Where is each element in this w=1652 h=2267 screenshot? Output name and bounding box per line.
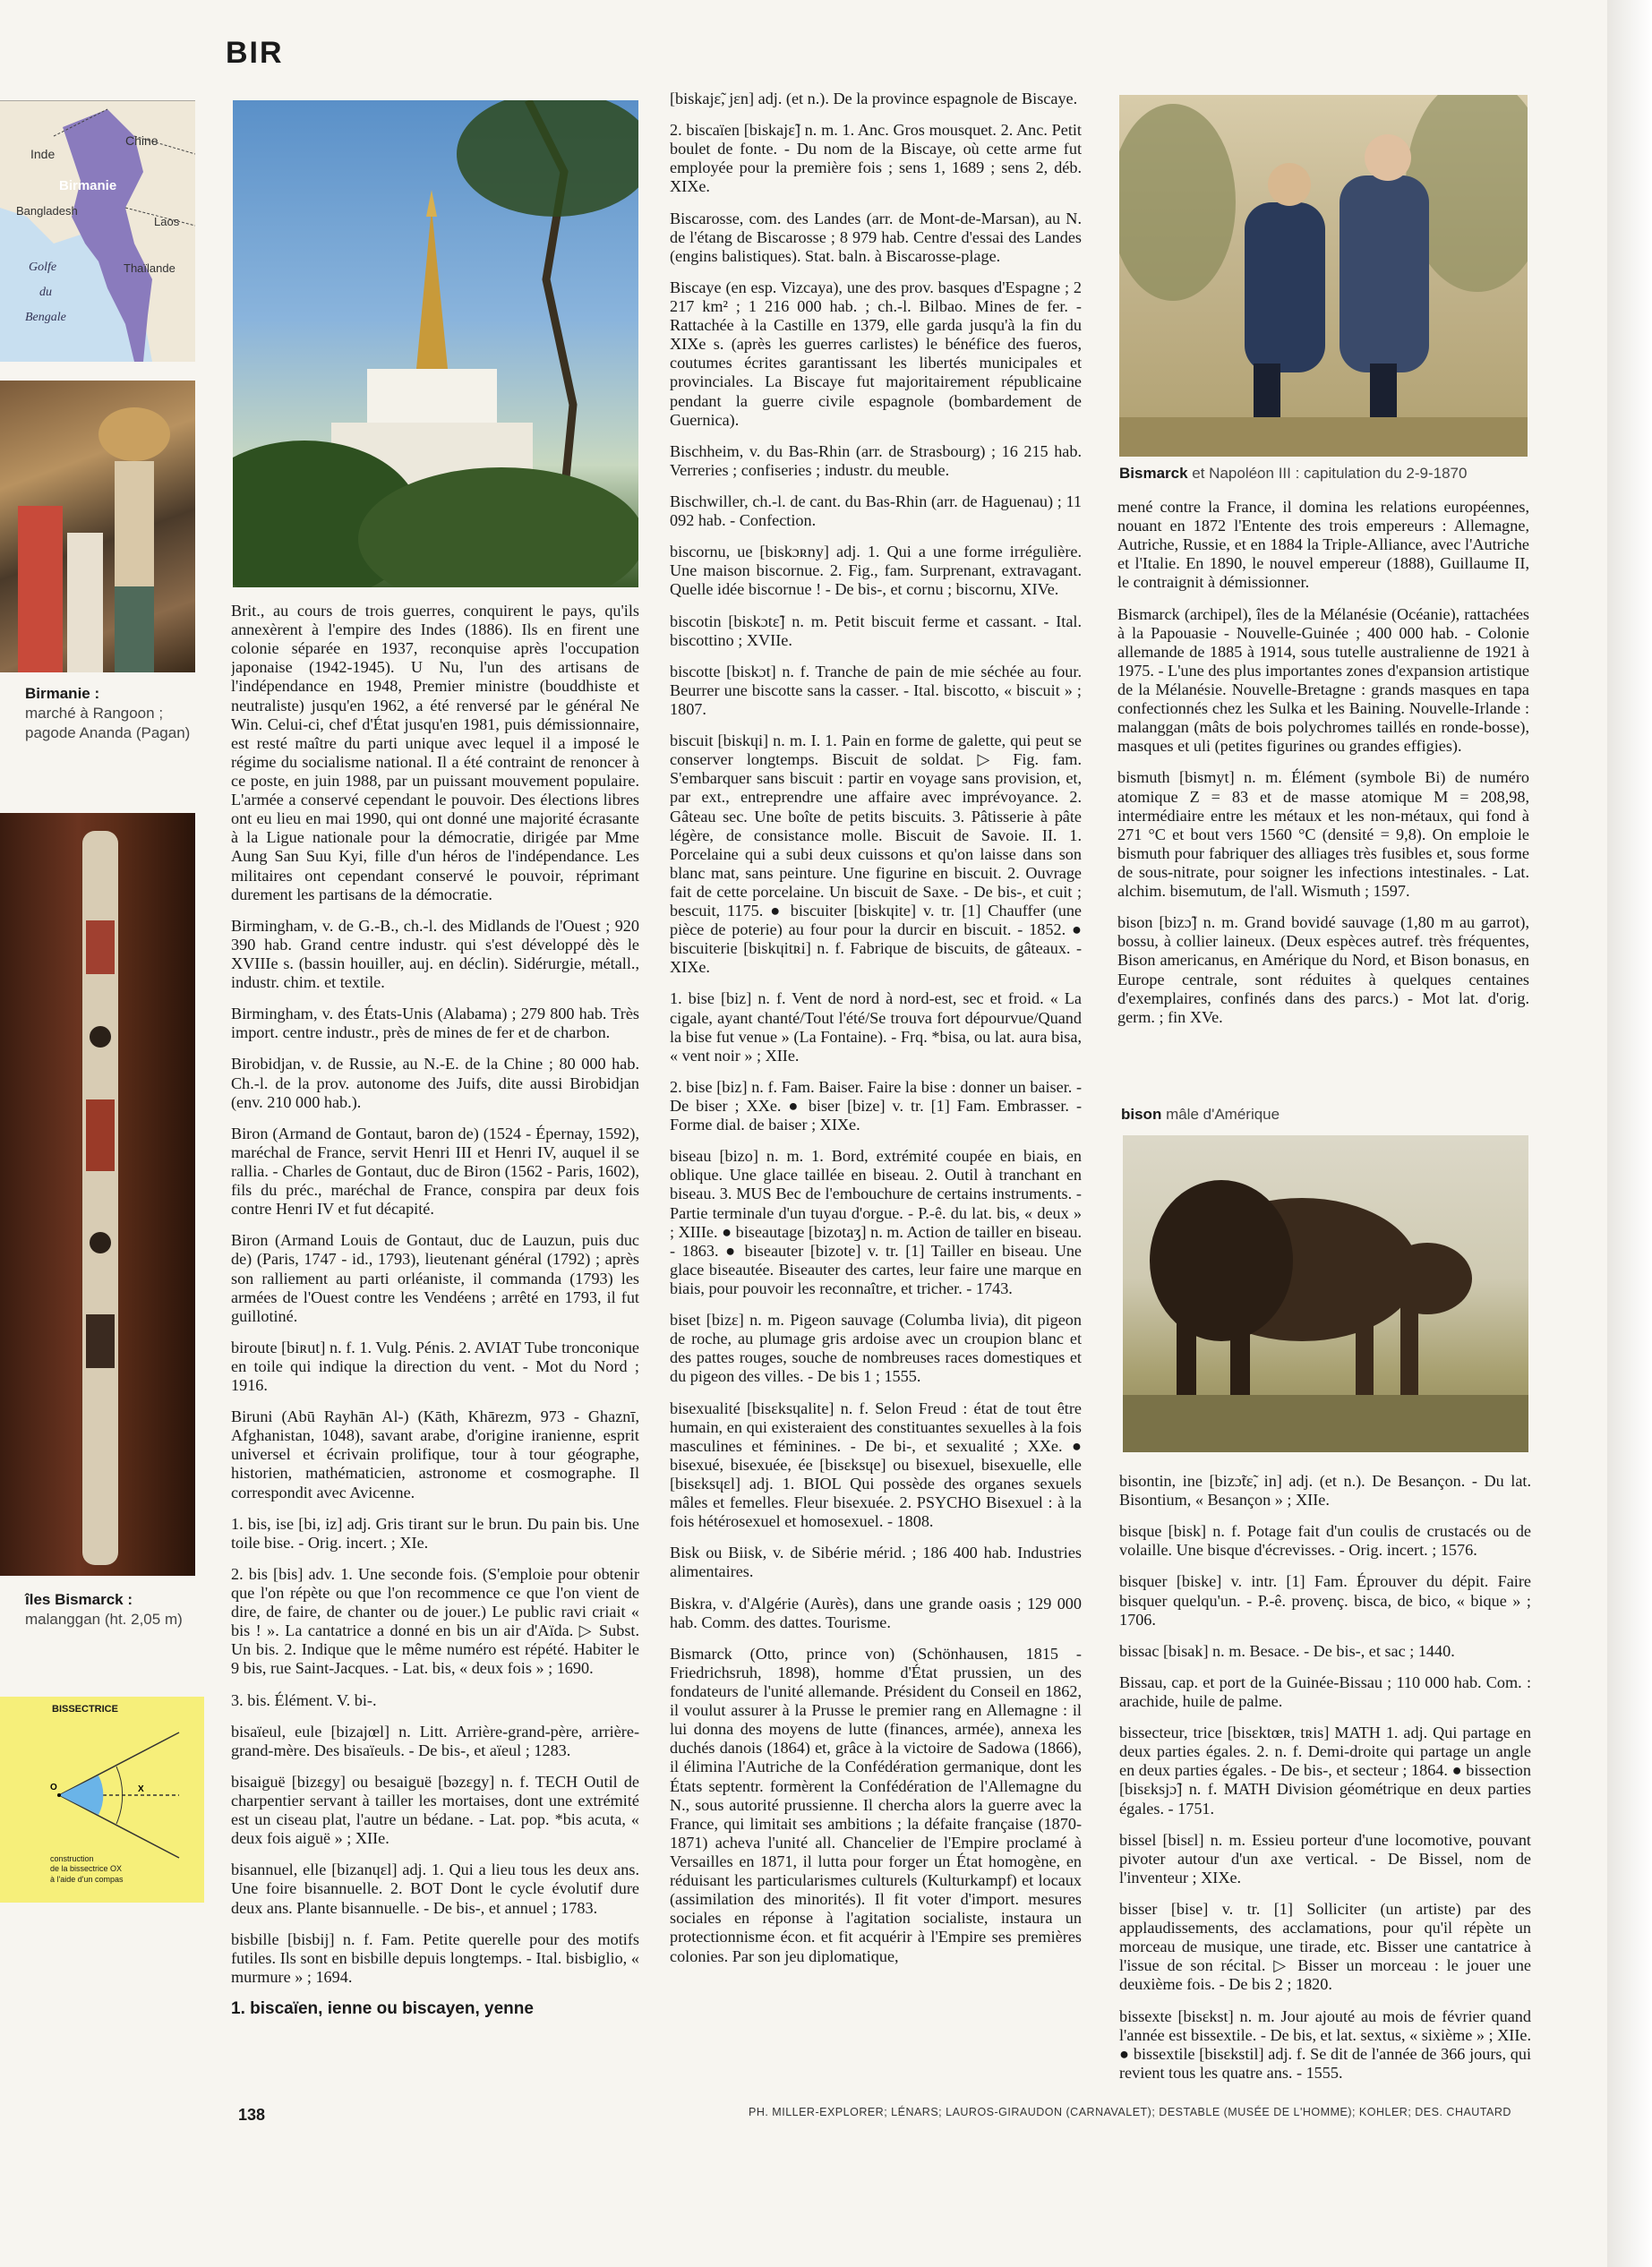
entry-col2-2: Biscarosse, com. des Landes (arr. de Mont-de-Marsan), au N. de l'étang de Biscarosse ; 8 979 hab. Centre d'essai des Landes (engins balistiques). Stat. baln. à Biscarosse-plage. (670, 209, 1082, 265)
diagram-caption (50, 1854, 124, 1885)
entry-col2-3: Biscaye (en esp. Vizcaya), une des prov. basques d'Espagne ; 2 217 km² ; 1 216 000 hab. ; ch.-l. Bilbao. Mines de fer. - Rattachée à la Castille en 1379, elle garda jusqu'à la fin du XIXe s. (après les guerres carlistes) le bénéfice des fueros, coutumes écrites garantissant les libertés municipales et provinciales. La Biscaye fut majoritairement républicaine pendant la guerre civile espagnole (bombardement de Guernica). (670, 278, 1082, 429)
caption-bismarck-isles-text: malanggan (ht. 2,05 m) (25, 1611, 183, 1629)
entry-col2-10: 1. bise [biz] n. f. Vent de nord à nord-est, sec et froid. « La cigale, ayant chanté/Tout l'été/Se trouva fort dépourvue/Quand la bise fut venue » (La Fontaine). - Frq. *bisa, ou lat. aura bisa, « vent noir » ; XIIe. (670, 989, 1082, 1065)
map-label-laos: Laos (154, 215, 180, 228)
diagram-caption-line1: construction (50, 1854, 94, 1863)
entry-col3b-3: bissac [bisak] n. m. Besace. - De bis-, et sac ; 1440. (1119, 1641, 1455, 1660)
caption-bismarck-isles (25, 1590, 204, 1630)
entry-col2-9: biscuit [biskɥi] n. m. I. 1. Pain en forme de galette, qui peut se conserver longtemps. Biscuit de soldat. ▷ Fig. fam. S'embarquer sans biscuit : partir en voyage sans provision, et, par ext., entreprendre une affaire avec imprévoyance. 2. Gâteau sec. Une boîte de petits biscuits. 3. Pâtisserie à pâte légère, de consistance molle. Biscuit de Savoie. II. 1. Porcelaine qui a subi deux cuissons et qu'on laisse dans son blanc mat, sans peinture. Une figurine en biscuit. 2. Ouvrage fait de cette porcelaine. Un biscuit de Saxe. - De bis-, et cuit ; bescuit, 1175. ● biscuiter [biskɥite] v. tr. [1] Chauffer (une pièce de poterie) au four pour la durcir en biscuit. - 1852. ● biscuiterie [biskɥitʀi] n. f. Fabrique de biscuits, de gâteaux. - XIXe. (670, 731, 1082, 977)
map-label-inde: Inde (30, 147, 56, 161)
market-figures (0, 381, 195, 672)
entry-col1-8: 1. bis, ise [bi, iz] adj. Gris tirant sur le brun. Du pain bis. Une toile bise. - Orig. incert. ; XIe. (231, 1514, 639, 1552)
entry-col2-14: bisexualité [bisɛksɥalite] n. f. Selon Freud : état de tout être humain, en qui existeraient des constituantes sexuelles à la fois masculines et féminines. - De bi-, et sexualité ; XXe. ● bisexué, bisexuée, ée [bisɛksɥe] ou bisexuel, bisexuelle, elle [bisɛksɥɛl] adj. 1. BIOL Qui possède des organes sexuels mâles et femelles. Fleur bisexuée. 2. PSYCHO Bisexuel : à la fois hétérosexuel et homosexuel. - 1808. (670, 1399, 1082, 1531)
entry-col1-0: Brit., au cours de trois guerres, conquirent le pays, qu'ils annexèrent à l'empire des Indes (1886). Ils en firent une colonie séparée en 1937, reconquise après l'occupation japonaise (1942-1945). U Nu, l'un des artisans de l'indépendance en 1948, Premier ministre (bouddhiste et neutraliste) jusqu'en 1962, a été renversé par le général Ne Win. Celui-ci, chef d'État jusqu'en 1981, puis démissionnaire, est resté maître du parti unique avec lequel il a imposé le régime du socialisme national. Il a été contraint de renoncer à ce poste, en juin 1988, par un puissant mouvement populaire. L'armée a conservé cependant le pouvoir. Des élections libres ont eu lieu en mai 1990, qui ont donné une majorité écrasante à la Ligue nationale pour la démocratie, dirigée par Mme Aung San Suu Kyi, fille d'un héros de l'indépendance. Les militaires ont cependant conservé le pouvoir, réprimant durement les partisans de la démocratie. (231, 602, 639, 903)
caption-birmanie-line1: marché à Rangoon ; (25, 705, 164, 723)
burma-map (0, 100, 195, 362)
engraving-graphic (1119, 95, 1528, 457)
entry-col2-7: biscotin [biskɔtɛ̃] n. m. Petit biscuit ferme et cassant. - Ital. biscottino ; XVIIe. (670, 612, 1082, 649)
entry-col1-1: Birmingham, v. de G.-B., ch.-l. des Midlands de l'Ouest ; 920 390 hab. Grand centre industr. qui s'est développé dès le XVIIIe s. (bassin houiller, auj. en déclin). Sidérurgie, métall., industr. chim. et textile. (231, 916, 639, 992)
entry-col1-13: bisannuel, elle [bizanɥɛl] adj. 1. Qui a lieu tous les deux ans. Une foire bisannuelle. 2. BOT Dont le cycle évolutif dure deux ans. Plante bisannuelle. - De bis-, et annuel ; 1783. (231, 1861, 639, 1917)
photo-credits: PH. MILLER-EXPLORER; LÉNARS; LAUROS-GIRAUDON (CARNAVALET); DESTABLE (MUSÉE DE L'HOMME); KOHLER; DES. CHAUTARD (749, 2106, 1511, 2118)
diagram-title: BISSECTRICE (52, 1704, 118, 1715)
entry-col1-10: 3. bis. Élément. V. bi-. (231, 1690, 377, 1709)
entry-col1-12: bisaiguë [bizɛgy] ou besaiguë [bəzɛgy] n. f. TECH Outil de charpentier servant à tailler les mortaises, dont une extrémité est un ciseau plat, l'autre un bédane. - Lat. pop. *bis acuta, « deux fois aiguë » ; XIIe. (231, 1772, 639, 1848)
entry-col1-6: biroute [biʀut] n. f. 1. Vulg. Pénis. 2. AVIAT Tube tronconique en toile qui indique la direction du vent. - Mot du Nord ; 1916. (231, 1338, 639, 1395)
map-label-golfe: Golfe (29, 261, 57, 274)
map-label-du: du (39, 286, 52, 299)
entry-col2-8: biscotte [biskɔt] n. f. Tranche de pain de mie séchée au four. Beurrer une biscotte sans la casser. - Ital. biscotto, « biscuit » ; 1807. (670, 662, 1082, 718)
entry-col2-0: [biskajɛ̃, jɛn] adj. (et n.). De la province espagnole de Biscaye. (670, 90, 1078, 107)
column-3-top (1117, 498, 1529, 1092)
entry-col3-3: bison [bizɔ̃] n. m. Grand bovidé sauvage (1,80 m au garrot), bossu, à collier laineux. (Deux espèces autref. très fréquentes, Bison americanus, en Amérique du Nord, et Bison bonasus, en Europe centrale, sont réduites à quelques centaines d'exemplaires, confinés dans des parcs.) - Mot lat. d'orig. germ. ; fin XVe. (1117, 913, 1529, 1026)
caption-birmanie-line2: pagode Ananda (Pagan) (25, 724, 191, 742)
caption-birmanie-title: Birmanie : (25, 685, 100, 702)
entry-col1-4: Biron (Armand de Gontaut, baron de) (1524 - Épernay, 1592), maréchal de France, servit Henri III et Henri IV, auquel il se rallia. - Charles de Gontaut, duc de Biron (1562 - Paris, 1602), fils du préc., maréchal de France, conspira par deux fois contre Henri IV et fut décapité. (231, 1124, 639, 1219)
entry-col2-4: Bischheim, v. du Bas-Rhin (arr. de Strasbourg) ; 16 215 hab. Verreries ; confiseries ; industr. du meuble. (670, 441, 1082, 479)
map-label-bangladesh: Bangladesh (16, 204, 78, 218)
malanggan-graphic (0, 813, 195, 1576)
entry-col3-0: mené contre la France, il domina les relations européennes, nouant en 1872 l'Entente des trois empereurs : Allemagne, Autriche, Russie, et en 1884 la Triple-Alliance, avec l'Autriche et l'Italie. En 1890, le nouvel empereur (1888), Guillaume II, le contraignit à démissionner. (1117, 498, 1529, 592)
diagram-caption-line3: à l'aide d'un compas (50, 1874, 124, 1884)
entry-col2-11: 2. bise [biz] n. f. Fam. Baiser. Faire la bise : donner un baiser. - De biser ; XXe. ● biser [bize] v. tr. [1] Fam. Embrasser. - Forme dial. de baiser ; XIXe. (670, 1077, 1082, 1134)
bismarck-napoleon-illustration (1119, 95, 1528, 457)
entry-col3b-7: bisser [bise] v. tr. [1] Solliciter (un artiste) par des applaudissements, des acclamations, pour qu'il répète un morceau de musique, une tirade, etc. Bisser une cantatrice à l'issue de son récital. ▷ Bisser un morceau : le jouer une deuxième fois. - De bis 2 ; 1820. (1119, 1899, 1531, 1994)
caption-bison (1121, 1105, 1479, 1125)
map-label-chine: Chine (125, 133, 158, 148)
diagram-label-x: X (138, 1784, 144, 1794)
entry-col3b-1: bisque [bisk] n. f. Potage fait d'un coulis de crustacés ou de volaille. Une bisque d'écrevisses. - Orig. incert. ; 1576. (1119, 1522, 1531, 1560)
entry-col3b-5: bissecteur, trice [bisɛktœʀ, tʀis] MATH 1. adj. Qui partage en deux parties égales. 2. n. f. Demi-droite qui partage un angle en deux parties égales. - De bis-, et secteur ; 1864. ● bissection [bisɛksjɔ̃] n. f. MATH Division géométrique en deux parties égales. - 1751. (1119, 1724, 1531, 1818)
bison-photo (1123, 1135, 1528, 1452)
entry-col1-5: Biron (Armand Louis de Gontaut, duc de Lauzun, puis duc de) (Paris, 1747 - id., 1793), lieutenant général (1792) ; après son ralliement au parti orléaniste, il commanda (1793) les armées de l'Ouest contre les Vendéens ; arrêté en 1793, il fut guillotiné. (231, 1231, 639, 1325)
entry-col3b-2: bisquer [biske] v. intr. [1] Fam. Éprouver du dépit. Faire bisquer quelqu'un. - P.-ê. provenç. bisca, de bico, « bique » ; 1706. (1119, 1572, 1531, 1629)
entry-col3b-8: bissexte [bisɛkst] n. m. Jour ajouté au mois de février quand l'année est bissextile. - De bis, et lat. sextus, « sixième » ; XIIe. ● bissextile [bisɛkstil] adj. f. Se dit de l'année de 366 jours, qui revient tous les quatre ans. - 1555. (1119, 2006, 1531, 2082)
entry-col2-15: Bisk ou Biisk, v. de Sibérie mérid. ; 186 400 hab. Industries alimentaires. (670, 1544, 1082, 1581)
page-header: BIR (226, 36, 284, 70)
entry-col2-17: Bismarck (Otto, prince von) (Schönhausen, 1815 - Friedrichsruh, 1898), homme d'État prussien, un des fondateurs de l'unité allemande. Président du Conseil en 1862, il voulut assurer à la Prusse le premier rang en Allemagne : il lui donna des moyens de lutte (finances, armée), annexa les duchés danois (1864) et, grâce à la victoire de Sadowa (1866), il élimina l'Autriche de la Confédération germanique, dont les États septentr. formèrent la Confédération de l'Allemagne du N., sous autorité prussienne. Il chercha alors la guerre avec la France, qui limitait ses ambitions ; la défaite française (1870-1871) acheva l'unité all. Chancelier de l'Empire proclamé à Versailles en 1871, il lutta pour forger un État homogène, en réduisant les particularismes culturels (Kulturkampf) et locaux (assimilation des minorités). Il fit voter d'import. mesures sociales en réponse à l'agitation socialiste, instaura un protectionnisme écon. et fit acquérir à l'Empire ses premières colonies. Par son jeu diplomatique, (670, 1644, 1082, 1965)
entry-col1-11: bisaïeul, eule [bizajœl] n. Litt. Arrière-grand-père, arrière-grand-mère. Des bisaïeuls. - De bis-, et aïeul ; 1283. (231, 1722, 639, 1759)
malanggan-photo (0, 813, 195, 1576)
bissectrice-diagram (0, 1697, 204, 1903)
caption-bison-text: mâle d'Amérique (1161, 1106, 1280, 1123)
caption-bison-title: bison (1121, 1106, 1162, 1123)
entry-col3b-0: bisontin, ine [bizɔ̃tɛ̃, in] adj. (et n.). De Besançon. - Du lat. Bisontium, « Besançon » ; XIIe. (1119, 1472, 1531, 1510)
entry-col3b-4: Bissau, cap. et port de la Guinée-Bissau ; 110 000 hab. Com. : arachide, huile de palme. (1119, 1672, 1531, 1710)
entry-col1-14: bisbille [bisbij] n. f. Fam. Petite querelle pour des motifs futiles. Ils sont en bisbille depuis longtemps. - Ital. bisbiglio, « murmure » ; 1694. (231, 1929, 639, 1986)
diagram-caption-line2: de la bissectrice OX (50, 1864, 123, 1874)
bison-graphic (1123, 1135, 1528, 1452)
page-number: 138 (238, 2106, 266, 2124)
column-1 (231, 602, 639, 2084)
pagoda-photo (233, 100, 638, 587)
entry-col2-16: Biskra, v. d'Algérie (Aurès), dans une grande oasis ; 129 000 hab. Comm. des dattes. Tourisme. (670, 1594, 1082, 1631)
entry-col1-9: 2. bis [bis] adv. 1. Une seconde fois. (S'emploie pour obtenir que l'on répète ou que l'on recommence ce que l'on vient de dire, de faire, de chanter ou de jouer.) Le public ravi criait « bis ! ». La cantatrice a donné en bis un air d'Aïda. ▷ Subst. Un bis. 2. Indique que le même numéro est répété. Habiter le 9 bis, rue Saint-Jacques. - Lat. bis, « deux fois » ; 1690. (231, 1564, 639, 1678)
entry-col3-2: bismuth [bismyt] n. m. Élément (symbole Bi) de numéro atomique Z = 83 et de masse atomique M = 208,98, intermédiaire entre les métaux et les non-métaux, qui fond à 271 °C et bout vers 1560 °C (densité = 9,8). On emploie le bismuth pour fabriquer des alliages très fusibles et, sous forme de sous-nitrate, pour soigner les infections intestinales. - Lat. alchim. bisemutum, de l'all. Wismuth ; 1597. (1117, 768, 1529, 901)
entry-col2-13: biset [bizɛ] n. m. Pigeon sauvage (Columba livia), dit pigeon de roche, au plumage gris ardoise avec un croupion blanc et des pattes rouges, souche de nombreuses races domestiques et du pigeon des villes. - De bis 1 ; 1555. (670, 1311, 1082, 1386)
column-2 (670, 90, 1082, 2084)
market-photo (0, 381, 195, 672)
map-label-thailande: Thaïlande (124, 261, 175, 275)
entry-col1-7: Biruni (Abū Rayhān Al-) (Kāth, Khārezm, 973 - Ghaznī, Afghanistan, 1048), savant arabe, d'origine iranienne, esprit universel et écrivain prolifique, tour à tour géographe, historien, mathématicien, astronome et cosmographe. Il correspondit avec Avicenne. (231, 1407, 639, 1501)
map-label-bengale: Bengale (25, 311, 66, 324)
diagram-label-o: O (50, 1783, 57, 1792)
map-graphic (0, 100, 195, 362)
entry-col2-1: 2. biscaïen [biskajɛ̃] n. m. 1. Anc. Gros mousquet. 2. Anc. Petit boulet de fonte. - Du nom de la Biscaye, où cette arme fut employée pour la première fois ; sens 1, 1689 ; sens 2, déb. XIXe. (670, 121, 1082, 196)
caption-bismarck-napoleon (1119, 464, 1531, 483)
column-3-bottom (1119, 1472, 1531, 2084)
caption-bismarck-isles-title: îles Bismarck : (25, 1591, 133, 1608)
entry-col1-2: Birmingham, v. des États-Unis (Alabama) ; 279 800 hab. Très import. centre industr., près de mines de fer et de charbon. (231, 1005, 639, 1042)
caption-birmanie (25, 684, 204, 743)
map-label-birmanie: Birmanie (59, 178, 117, 193)
entry-col2-5: Bischwiller, ch.-l. de cant. du Bas-Rhin (arr. de Haguenau) ; 11 092 hab. - Confection. (670, 492, 1082, 530)
entry-col3-1: Bismarck (archipel), îles de la Mélanésie (Océanie), rattachées à la Papouasie - Nouvelle-Guinée ; 400 000 hab. - Colonie allemande de 1885 à 1914, sous tutelle australienne de 1921 à 1975. - L'une des plus importantes zones d'expansion artistique de la Mélanésie. Nouvelle-Bretagne : grands masques en tapa confectionnés chez les Sulka et les Baining. Nouvelle-Irlande : malanggan (mâts de bois polychromes taillés en ronde-bosse), masques et uli (petites figurines ou grandes effigies). (1117, 604, 1529, 756)
entry-col1-3: Birobidjan, v. de Russie, au N.-E. de la Chine ; 80 000 hab. Ch.-l. de la prov. autonome des Juifs, dite aussi Birobidjan (env. 210 000 hab.). (231, 1055, 639, 1111)
caption-bismarck-napoleon-title: Bismarck (1119, 465, 1188, 482)
entry-col2-12: biseau [bizo] n. m. 1. Bord, extrémité coupée en biais, en oblique. Une glace taillée en biseau. 2. Outil à tranchant en biseau. 3. MUS Bec de l'embouchure de certains instruments. - Partie terminale d'un tuyau d'orgue. - P.-ê. du lat. bis, « deux » ; XIIIe. ● biseautage [bizotaʒ] n. m. Action de tailler en biseau. - 1863. ● biseauter [bizote] v. tr. [1] Tailler en biseau. Une glace biseautée. Biseauter des cartes, leur faire une marque en biais, pour pouvoir les reconnaître, et tricher. - 1743. (670, 1147, 1082, 1298)
entry-col2-6: biscornu, ue [biskɔʀny] adj. 1. Qui a une forme irrégulière. Une maison biscornue. 2. Fig., fam. Surprenant, extravagant. Quelle idée biscornue ! - De bis-, et cornu ; biscornu, XIVe. (670, 543, 1082, 599)
caption-bismarck-napoleon-text: et Napoléon III : capitulation du 2-9-1870 (1187, 465, 1468, 482)
entry-col3b-6: bissel [bisɛl] n. m. Essieu porteur d'une locomotive, pouvant pivoter autour d'un axe vertical. - De Bissel, nom de l'inventeur ; XIXe. (1119, 1830, 1531, 1886)
pagoda-graphic (233, 100, 638, 587)
page-edge (1607, 0, 1652, 2267)
entry-col1-15: 1. biscaïen, ienne ou biscayen, yenne (231, 1999, 534, 2018)
